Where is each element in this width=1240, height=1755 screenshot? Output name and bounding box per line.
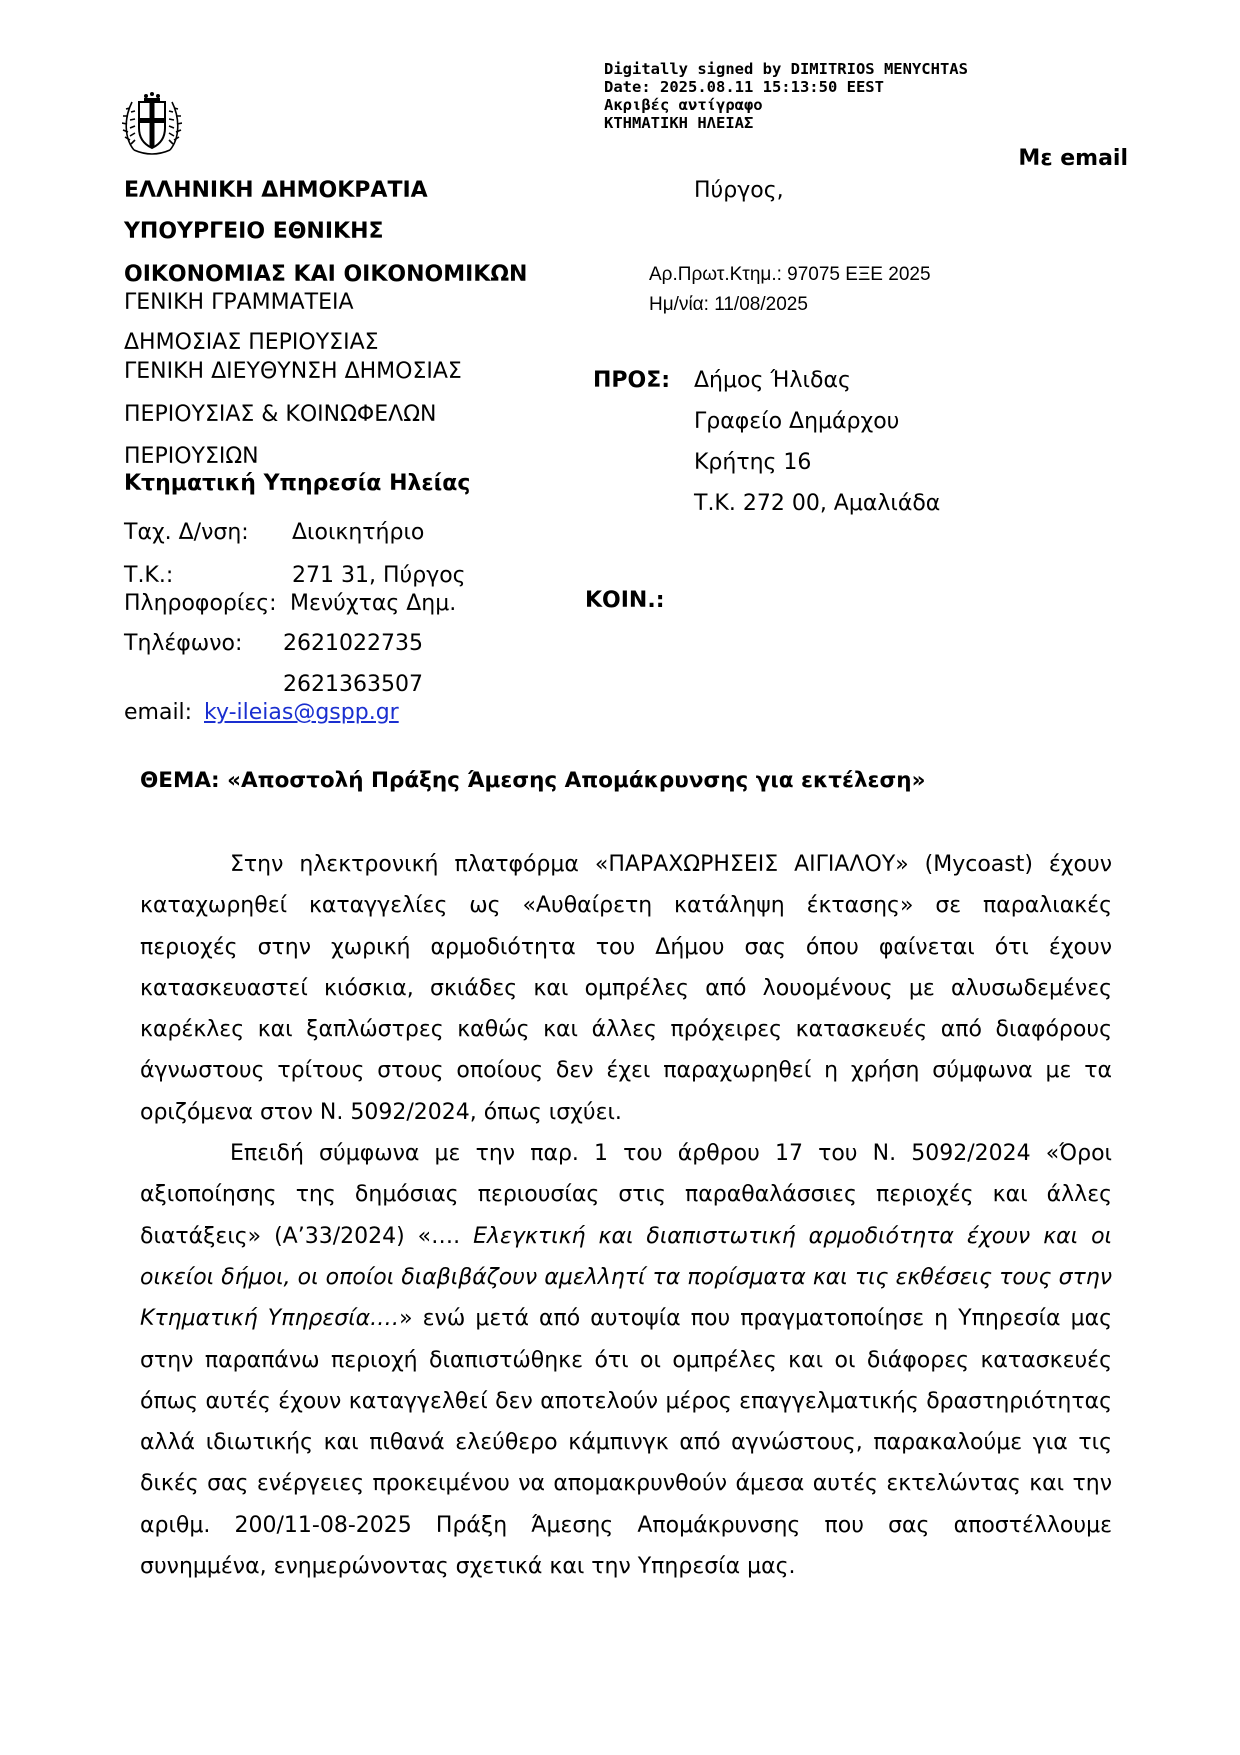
- issuer-directorate-line2: ΠΕΡΙΟΥΣΙΑΣ & ΚΟΙΝΩΦΕΛΩΝ: [124, 402, 437, 427]
- info-label: Πληροφορίες:: [124, 591, 277, 616]
- delivery-method: Με email: [1018, 146, 1128, 171]
- recipient-office: Γραφείο Δημάρχου: [694, 409, 900, 434]
- body-paragraph-2-request: » ενώ μετά από αυτοψία που πραγματοποίησε η Υπηρεσία μας στην παραπάνω περιοχή διαπιστώθηκε ότι οι ομπρέλες και οι διάφορες κατασκευές όπως αυτές έχουν καταγγελθεί δεν αποτελούν μέρος επαγγελματικής δραστηριότητας αλλά ιδιωτικής και πιθανά ελεύθερο κάμπινγκ από αγνώστους, παρακαλούμε για τις δικές σας ενέργειες προκειμένου να απομακρυνθούν άμεσα αυτές εκτελώντας και την αριθμ. 200/11-08-2025 Πράξη Άμεσης Απομάκρυνσης που σας αποστέλλουμε συνημμένα, ενημερώνοντας σχετικά και την Υπηρεσία μας.: [140, 1306, 1112, 1580]
- phone-number-2: 2621363507: [283, 672, 423, 697]
- document-date: Ημ/νία: 11/08/2025: [649, 294, 808, 315]
- issuer-country: ΕΛΛΗΝΙΚΗ ΔΗΜΟΚΡΑΤΙΑ: [124, 178, 428, 203]
- body-paragraph-2: [140, 1133, 1112, 1587]
- digital-signature-block: [604, 60, 968, 132]
- signature-signed-by: Digitally signed by DIMITRIOS MENYCHTAS: [604, 60, 968, 78]
- issuer-directorate-line3: ΠΕΡΙΟΥΣΙΩΝ: [124, 444, 259, 469]
- place: Πύργος,: [694, 178, 784, 203]
- issuer-service-name: Κτηματική Υπηρεσία Ηλείας: [124, 471, 471, 496]
- postal-code-label: Τ.Κ.:: [124, 563, 174, 588]
- greek-coat-of-arms-icon: [122, 88, 182, 158]
- signature-office: ΚΤΗΜΑΤΙΚΗ ΗΛΕΙΑΣ: [604, 114, 754, 132]
- issuer-public-property: ΔΗΜΟΣΙΑΣ ΠΕΡΙΟΥΣΙΑΣ: [124, 330, 379, 355]
- postal-code-value: 271 31, Πύργος: [292, 563, 466, 588]
- body-paragraph-1: Στην ηλεκτρονική πλατφόρμα «ΠΑΡΑΧΩΡΗΣΕΙΣ ΑΙΓΙΑΛΟΥ» (Mycoast) έχουν καταχωρηθεί καταγγελίες ως «Αυθαίρετη κατάληψη έκτασης» σε παραλιακές περιοχές στην χωρική αρμοδιότητα του Δήμου σας όπου φαίνεται ότι έχουν κατασκευαστεί κιόσκια, σκιάδες και ομπρέλες από λουομένους με αλυσωδεμένες καρέκλες και ξαπλώστρες καθώς και άλλες πρόχειρες κατασκευές από διαφόρους άγνωστους τρίτους στους οποίους δεν έχει παραχωρηθεί η χρήση σύμφωνα με τα οριζόμενα στον Ν. 5092/2024, όπως ισχύει.: [140, 852, 1112, 1125]
- issuer-directorate-line1: ΓΕΝΙΚΗ ΔΙΕΥΘΥΝΣΗ ΔΗΜΟΣΙΑΣ: [124, 359, 462, 384]
- email-label: email:: [124, 700, 193, 725]
- issuer-ministry-line1: ΥΠΟΥΡΓΕΙΟ ΕΘΝΙΚΗΣ: [124, 219, 384, 244]
- address-value: Διοικητήριο: [292, 520, 425, 545]
- signature-date: Date: 2025.08.11 15:13:50 EEST: [604, 78, 884, 96]
- recipient-name: Δήμος Ήλιδας: [694, 368, 851, 393]
- address-label: Ταχ. Δ/νση:: [124, 520, 249, 545]
- signature-certified-copy: Ακριβές αντίγραφο: [604, 96, 763, 114]
- subject-line: ΘΕΜΑ: «Αποστολή Πράξης Άμεσης Απομάκρυνσης για εκτέλεση»: [140, 768, 926, 793]
- protocol-number: Αρ.Πρωτ.Κτημ.: 97075 ΕΞΕ 2025: [649, 264, 931, 285]
- body-paragraph-2-intro: Επειδή σύμφωνα με την παρ. 1 του άρθρου 17 του Ν. 5092/2024 «Όροι αξιοποίησης της δημόσιας περιουσίας στις παραθαλάσσιες περιοχές και άλλες διατάξεις» (Α’33/2024) «….: [140, 1141, 1112, 1249]
- info-value: Μενύχτας Δημ.: [290, 591, 457, 616]
- phone-number-1: 2621022735: [283, 631, 423, 656]
- phone-label: Τηλέφωνο:: [124, 631, 243, 656]
- recipient-label: ΠΡΟΣ:: [593, 368, 671, 393]
- email-link[interactable]: ky-ileias@gspp.gr: [204, 700, 399, 725]
- letter-body: [140, 844, 1112, 1587]
- recipient-postal: Τ.Κ. 272 00, Αμαλιάδα: [694, 491, 941, 516]
- issuer-secretariat: ΓΕΝΙΚΗ ΓΡΑΜΜΑΤΕΙΑ: [124, 290, 354, 315]
- cc-label: ΚΟΙΝ.:: [585, 588, 665, 613]
- body-paragraph-2-quote: Ελεγκτική και διαπιστωτική αρμοδιότητα έχουν και οι οικείοι δήμοι, οι οποίοι διαβιβάζουν αμελλητί τα πορίσματα και τις εκθέσεις τους στην Κτηματική Υπηρεσία.…: [140, 1223, 1112, 1332]
- recipient-street: Κρήτης 16: [694, 450, 812, 475]
- issuer-ministry-line2: ΟΙΚΟΝΟΜΙΑΣ ΚΑΙ ΟΙΚΟΝΟΜΙΚΩΝ: [124, 262, 528, 287]
